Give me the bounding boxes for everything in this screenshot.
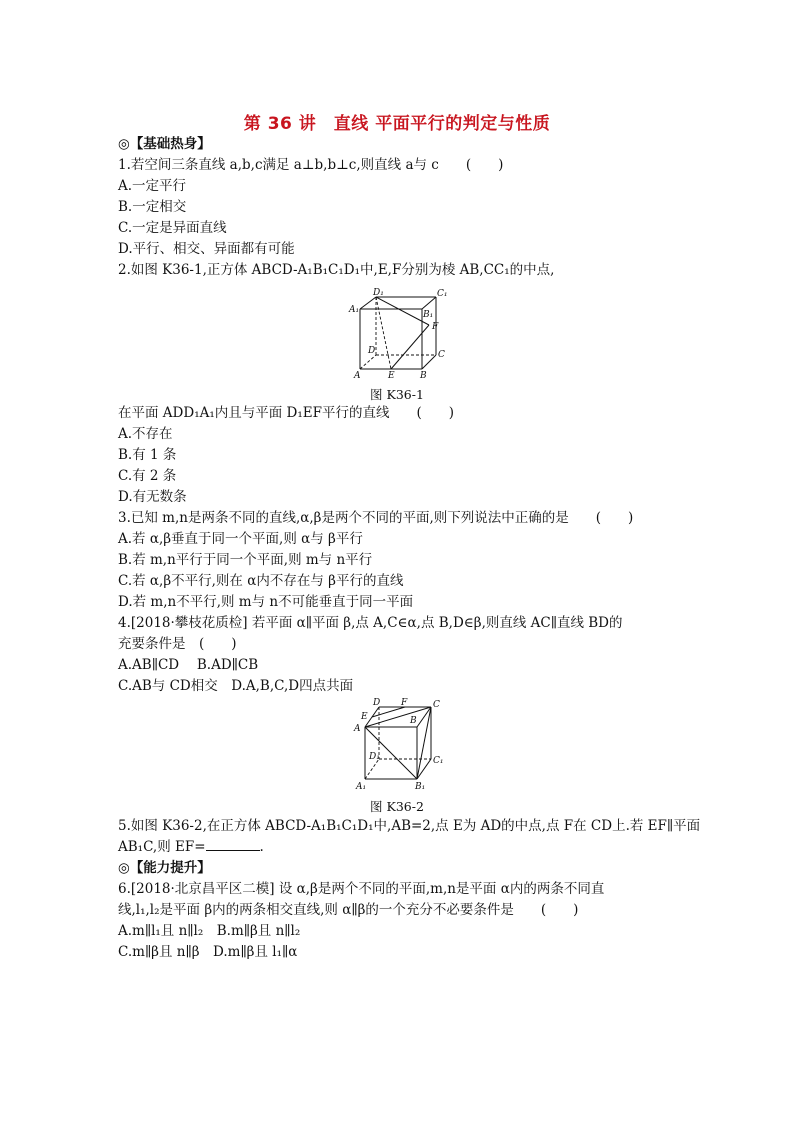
question-1-option-c: C.一定是异面直线 — [118, 220, 227, 236]
figure-k36-1-caption: 图 K36-1 — [370, 387, 424, 402]
page-title: 第 36 讲 直线 平面平行的判定与性质 — [243, 114, 551, 134]
fig2-label-a: A — [354, 724, 361, 734]
fig1-label-c: C — [438, 350, 445, 360]
fig2-label-d: D — [373, 698, 381, 708]
fig2-label-e: E — [361, 712, 368, 722]
question-3-option-a: A.若 α,β垂直于同一个平面,则 α与 β平行 — [118, 531, 363, 547]
fig1-label-e: E — [388, 371, 395, 379]
answer-blank — [206, 837, 260, 851]
question-2-option-d: D.有无数条 — [118, 489, 187, 505]
question-1-stem: 1.若空间三条直线 a,b,c满足 a⊥b,b⊥c,则直线 a与 c ( ) — [118, 157, 504, 173]
question-3-stem: 3.已知 m,n是两条不同的直线,α,β是两个不同的平面,则下列说法中正确的是 ( ) — [118, 510, 634, 526]
question-2-option-b: B.有 1 条 — [118, 447, 177, 463]
question-6-stem-continued: 线,l₁,l₂是平面 β内的两条相交直线,则 α∥β的一个充分不必要条件是 ( ) — [118, 902, 579, 918]
fig2-label-a1: A₁ — [356, 782, 367, 792]
fig1-label-a1: A₁ — [349, 305, 360, 315]
question-6-stem: 6.[2018·北京昌平区二模] 设 α,β是两个不同的平面,m,n是平面 α内的两条不同直 — [118, 881, 605, 897]
fig2-label-f: F — [401, 698, 408, 708]
question-2-option-a: A.不存在 — [118, 426, 173, 442]
question-2-stem-continued: 在平面 ADD₁A₁内且与平面 D₁EF平行的直线 ( ) — [118, 405, 455, 421]
figure-k36-2 — [345, 697, 450, 797]
question-3-option-b: B.若 m,n平行于同一个平面,则 m与 n平行 — [118, 552, 373, 568]
question-2-stem: 2.如图 K36-1,正方体 ABCD-A₁B₁C₁D₁中,E,F分别为棱 AB,CC₁的中点, — [118, 262, 555, 278]
question-4-stem: 4.[2018·攀枝花质检] 若平面 α∥平面 β,点 A,C∈α,点 B,D∈β,则直线 AC∥直线 BD的 — [118, 615, 623, 631]
question-3-option-d: D.若 m,n不平行,则 m与 n不可能垂直于同一平面 — [118, 594, 414, 610]
fig2-label-b: B — [410, 716, 417, 726]
question-6-options-cd: C.m∥β且 n∥β D.m∥β且 l₁∥α — [118, 944, 298, 960]
question-4-stem-continued: 充要条件是 ( ) — [118, 636, 237, 652]
fig1-label-a: A — [354, 371, 361, 379]
question-1-option-d: D.平行、相交、异面都有可能 — [118, 241, 295, 257]
question-5-stem: 5.如图 K36-2,在正方体 ABCD-A₁B₁C₁D₁中,AB=2,点 E为 AD的中点,点 F在 CD上.若 EF∥平面 — [118, 818, 701, 834]
fig1-label-d: D — [368, 346, 376, 356]
question-1-option-b: B.一定相交 — [118, 199, 187, 215]
fig2-label-b1: B₁ — [415, 782, 426, 792]
question-2-option-c: C.有 2 条 — [118, 468, 177, 484]
figure-k36-2-caption: 图 K36-2 — [370, 799, 424, 814]
question-4-options-cd: C.AB与 CD相交 D.A,B,C,D四点共面 — [118, 678, 354, 694]
question-6-options-ab: A.m∥l₁且 n∥l₂ B.m∥β且 n∥l₂ — [118, 923, 301, 939]
question-1-option-a: A.一定平行 — [118, 178, 187, 194]
question-5-text: AB₁C,则 EF= — [118, 839, 206, 855]
question-4-options-ab: A.AB∥CD B.AD∥CB — [118, 657, 259, 673]
question-3-option-c: C.若 α,β不平行,则在 α内不存在与 β平行的直线 — [118, 573, 404, 589]
question-5-stem-continued: AB₁C,则 EF= . — [118, 839, 264, 855]
fig2-label-c1: C₁ — [433, 756, 444, 766]
fig1-label-b: B — [420, 371, 427, 379]
fig1-label-f: F — [432, 322, 439, 332]
fig2-label-c: C — [433, 700, 440, 710]
figure-k36-1 — [340, 287, 455, 379]
fig1-label-c1: C₁ — [437, 289, 448, 299]
fig1-label-d1: D₁ — [373, 288, 384, 298]
fig1-label-b1: B₁ — [423, 310, 434, 320]
fig2-label-d1: D₁ — [369, 752, 380, 762]
section-heading-basic: ◎【基础热身】 — [118, 136, 211, 152]
section-heading-advanced: ◎【能力提升】 — [118, 860, 211, 876]
